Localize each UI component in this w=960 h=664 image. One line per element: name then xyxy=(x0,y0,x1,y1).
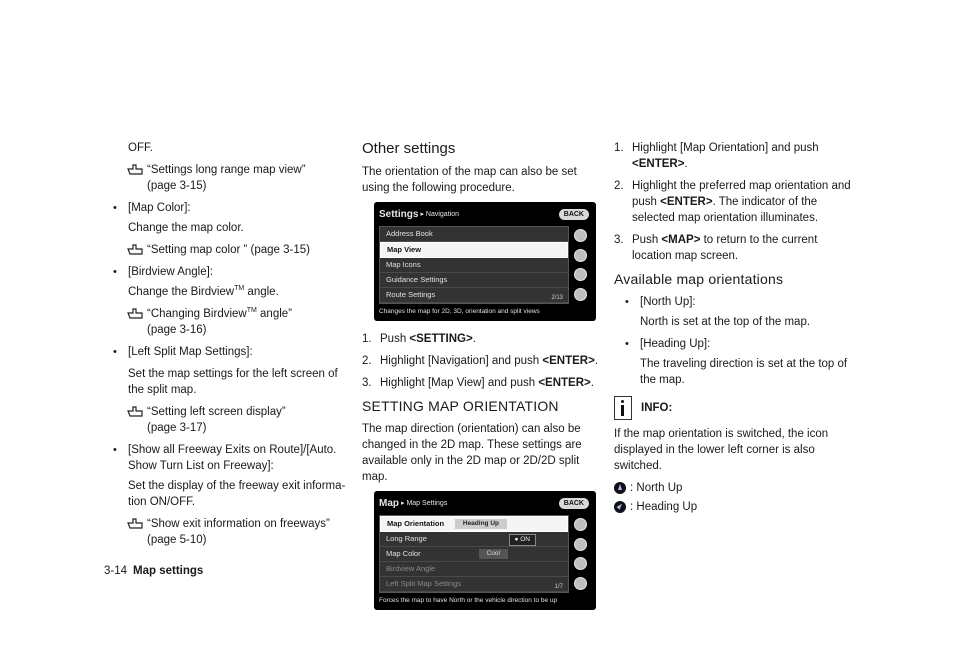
page-indicator: 1/7 xyxy=(554,584,563,590)
info-desc: If the map orientation is switched, the icon displayed in the lower left corner is also switched. xyxy=(614,428,829,472)
back-button[interactable]: BACK xyxy=(559,498,589,509)
reference-hand-icon xyxy=(127,307,143,320)
info-block: INFO: xyxy=(614,396,854,420)
north-up-legend: : North Up xyxy=(614,480,854,496)
settings-menu xyxy=(379,226,569,304)
map-settings-menu xyxy=(379,515,569,593)
menu-item-address-book[interactable]: Address Book xyxy=(380,227,568,242)
step-2: 2. Highlight the preferred map orientation and push <ENTER>. The indicator of the selected map orientation illuminates. xyxy=(614,180,851,224)
map-color-value: Cool xyxy=(479,549,508,559)
page-indicator: 2/13 xyxy=(551,295,563,301)
map-settings-screen xyxy=(374,491,596,610)
reference-birdview: “Changing Birdview™ angle” (page 3-16) xyxy=(110,306,346,338)
reference-hand-icon xyxy=(127,517,143,530)
step-1: 1. Push <SETTING>. xyxy=(362,333,476,345)
menu-item-long-range[interactable]: Long Range ● ON xyxy=(380,532,568,547)
menu-item-left-split-map[interactable]: Left Split Map Settings xyxy=(380,577,568,592)
section-title: Map settings xyxy=(133,565,204,577)
scroll-up-icon[interactable] xyxy=(574,518,587,531)
menu-item-route-settings[interactable]: Route Settings xyxy=(380,288,568,303)
reference-hand-icon xyxy=(127,405,143,418)
reference-freeway: “Show exit information on freeways” (page 5-10) xyxy=(110,516,346,548)
menu-item-guidance-settings[interactable]: Guidance Settings xyxy=(380,273,568,288)
menu-item-birdview-angle[interactable]: Birdview Angle xyxy=(380,562,568,577)
screen-footer-text: Changes the map for 2D, 3D, orientation and split views xyxy=(379,308,540,315)
scroll-controls xyxy=(569,226,591,304)
heading-up-legend: : Heading Up xyxy=(614,499,854,515)
reference-hand-icon xyxy=(127,243,143,256)
menu-item-map-icons[interactable]: Map Icons xyxy=(380,258,568,273)
reference-long-range: “Settings long range map view” (page 3-15) xyxy=(110,162,346,194)
middle-column xyxy=(362,140,598,620)
heading-available-orientations: Available map orientations xyxy=(614,271,784,287)
orientation-value: Heading Up xyxy=(455,519,507,529)
menu-item-map-view[interactable]: Map View xyxy=(380,242,568,258)
setting-desc: The map direction (orientation) can also be changed in the 2D map. These settings are available only in the 2D map or 2D/2D split map. xyxy=(362,423,582,483)
scroll-down-icon[interactable] xyxy=(574,577,587,590)
screen-titlebar: Settings ▸ Navigation BACK xyxy=(379,206,591,224)
bullet-freeway: • [Show all Freeway Exits on Route]/[Auto. Show Turn List on Freeway]: Set the display of the freeway exit informa-tion ON/OFF. xyxy=(110,442,346,510)
bullet-map-color: • [Map Color]: Change the map color. xyxy=(110,200,346,236)
screen-footer-text: Forces the map to have North or the vehicle direction to be up xyxy=(379,597,558,604)
off-text: OFF. xyxy=(128,142,153,154)
step-3: 3. Push <MAP> to return to the current location map screen. xyxy=(614,234,818,262)
page-footer xyxy=(104,563,203,579)
bullet-left-split: • [Left Split Map Settings]: xyxy=(110,344,346,360)
heading-setting-map-orientation: SETTING MAP ORIENTATION xyxy=(362,398,559,414)
step-1: 1. Highlight [Map Orientation] and push <ENTER>. xyxy=(614,142,819,170)
scroll-up-icon[interactable] xyxy=(574,229,587,242)
left-column xyxy=(110,140,346,554)
reference-map-color: “Setting map color ” (page 3-15) xyxy=(110,242,346,258)
menu-item-map-color[interactable]: Map Color Cool xyxy=(380,547,568,562)
scroll-up-small-icon[interactable] xyxy=(574,538,587,551)
screen-titlebar: Map ▸ Map Settings BACK xyxy=(379,495,591,513)
info-icon xyxy=(614,396,632,420)
heading-other-settings: Other settings xyxy=(362,140,456,157)
heading-up-compass-icon xyxy=(614,501,626,513)
split-desc: Set the map settings for the left screen of the split map. xyxy=(128,368,338,396)
scroll-controls xyxy=(569,515,591,593)
reference-hand-icon xyxy=(127,163,143,176)
north-up-compass-icon xyxy=(614,482,626,494)
right-column xyxy=(614,140,854,518)
page-number: 3-14 xyxy=(104,565,128,577)
menu-item-map-orientation[interactable]: Map Orientation Heading Up xyxy=(380,516,568,532)
scroll-down-icon[interactable] xyxy=(574,288,587,301)
bullet-heading-up: • [Heading Up]: The traveling direction is set at the top of the map. xyxy=(622,336,854,388)
reference-split: “Setting left screen display” (page 3-17) xyxy=(110,404,346,436)
back-button[interactable]: BACK xyxy=(559,209,589,220)
long-range-indicator: ● ON xyxy=(509,534,536,546)
scroll-down-small-icon[interactable] xyxy=(574,557,587,570)
other-settings-desc: The orientation of the map can also be set using the following procedure. xyxy=(362,166,577,194)
bullet-birdview: • [Birdview Angle]: Change the Birdview™ angle. xyxy=(110,264,346,300)
step-3: 3. Highlight [Map View] and push <ENTER>. xyxy=(362,377,594,389)
step-2: 2. Highlight [Navigation] and push <ENTER>. xyxy=(362,355,599,367)
scroll-up-small-icon[interactable] xyxy=(574,249,587,262)
bullet-north-up: • [North Up]: North is set at the top of the map. xyxy=(622,294,854,330)
scroll-down-small-icon[interactable] xyxy=(574,268,587,281)
navigation-settings-screen xyxy=(374,202,596,321)
